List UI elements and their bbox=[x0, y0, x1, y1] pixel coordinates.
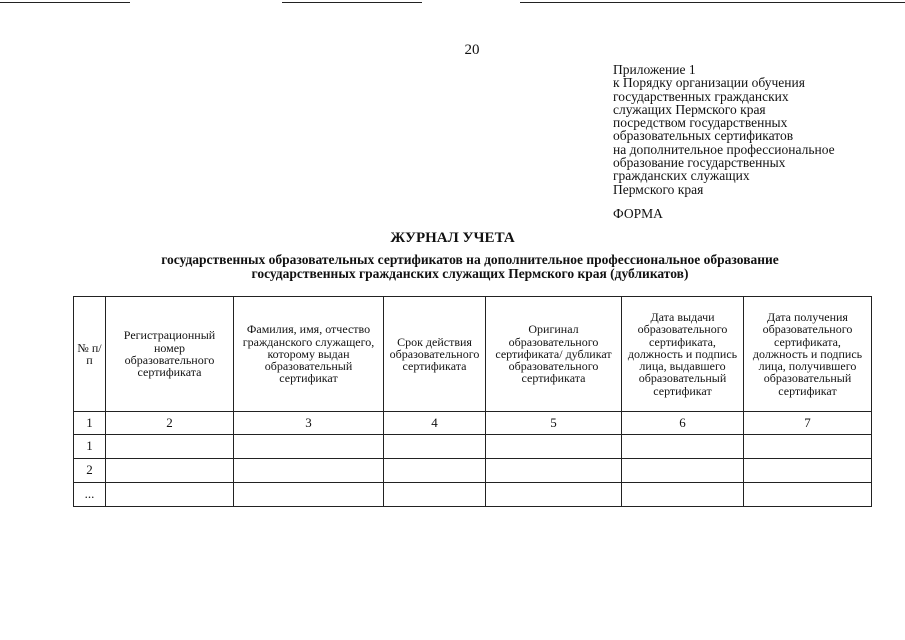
column-number-row bbox=[74, 412, 872, 435]
header-cell-issue-date: Дата выдачи образовательного сертификата, должность и подпись лица, выдавшего образовательный сертификат bbox=[622, 297, 744, 412]
table-row bbox=[74, 435, 872, 459]
appendix-line: Приложение 1 bbox=[613, 62, 696, 77]
table-cell bbox=[234, 483, 384, 507]
table-cell bbox=[486, 459, 622, 483]
appendix-line: государственных гражданских bbox=[613, 88, 789, 104]
table-header-row bbox=[74, 297, 872, 412]
appendix-line: на дополнительное профессиональное bbox=[613, 141, 835, 157]
table-cell bbox=[622, 459, 744, 483]
column-number: 5 bbox=[486, 412, 622, 435]
table-cell bbox=[744, 435, 872, 459]
table-cell bbox=[234, 459, 384, 483]
table-cell bbox=[106, 483, 234, 507]
table-cell bbox=[384, 459, 486, 483]
scan-edge-line bbox=[282, 2, 422, 3]
table-cell bbox=[622, 435, 744, 459]
header-cell-num: № п/п bbox=[74, 297, 106, 412]
subtitle-line: государственных образовательных сертификатов на дополнительное профессиональное образование bbox=[161, 252, 779, 267]
appendix-line: гражданских служащих bbox=[613, 168, 750, 184]
table-row bbox=[74, 483, 872, 507]
appendix-line: Пермского края bbox=[613, 181, 704, 197]
column-number: 7 bbox=[744, 412, 872, 435]
appendix-block bbox=[613, 63, 893, 196]
appendix-line: к Порядку организации обучения bbox=[613, 75, 805, 91]
document-subtitle bbox=[100, 253, 840, 281]
row-number: ... bbox=[74, 483, 106, 507]
table-cell bbox=[234, 435, 384, 459]
document-title: ЖУРНАЛ УЧЕТА bbox=[390, 230, 515, 246]
header-cell-full-name: Фамилия, имя, отчество гражданского служащего, которому выдан образовательный сертификат bbox=[234, 297, 384, 412]
scan-edge-line bbox=[0, 2, 130, 3]
header-cell-validity: Срок действия образовательного сертификата bbox=[384, 297, 486, 412]
column-number: 3 bbox=[234, 412, 384, 435]
column-number: 2 bbox=[106, 412, 234, 435]
appendix-line: образование государственных bbox=[613, 155, 786, 171]
column-number: 6 bbox=[622, 412, 744, 435]
journal-table bbox=[73, 296, 872, 507]
header-cell-reg-number: Регистрационный номер образовательного сертификата bbox=[106, 297, 234, 412]
column-number: 4 bbox=[384, 412, 486, 435]
table-cell bbox=[384, 483, 486, 507]
appendix-line: посредством государственных bbox=[613, 115, 788, 131]
table-cell bbox=[622, 483, 744, 507]
appendix-line: образовательных сертификатов bbox=[613, 128, 794, 144]
row-number: 1 bbox=[74, 435, 106, 459]
header-cell-original-duplicate: Оригинал образовательного сертификата/ дубликат образовательного сертификата bbox=[486, 297, 622, 412]
table-cell bbox=[744, 483, 872, 507]
row-number: 2 bbox=[74, 459, 106, 483]
table-cell bbox=[106, 459, 234, 483]
table-row bbox=[74, 459, 872, 483]
table-cell bbox=[486, 435, 622, 459]
scan-edge-line bbox=[520, 2, 905, 3]
column-number: 1 bbox=[74, 412, 106, 435]
subtitle-line: государственных гражданских служащих Пермского края (дубликатов) bbox=[251, 266, 689, 281]
table-cell bbox=[384, 435, 486, 459]
header-cell-receipt-date: Дата получения образовательного сертификата, должность и подпись лица, получившего образовательный сертификат bbox=[744, 297, 872, 412]
table-cell bbox=[486, 483, 622, 507]
table-cell bbox=[106, 435, 234, 459]
form-label: ФОРМА bbox=[613, 206, 663, 221]
appendix-line: служащих Пермского края bbox=[613, 101, 766, 117]
page-number: 20 bbox=[464, 42, 480, 58]
table-cell bbox=[744, 459, 872, 483]
